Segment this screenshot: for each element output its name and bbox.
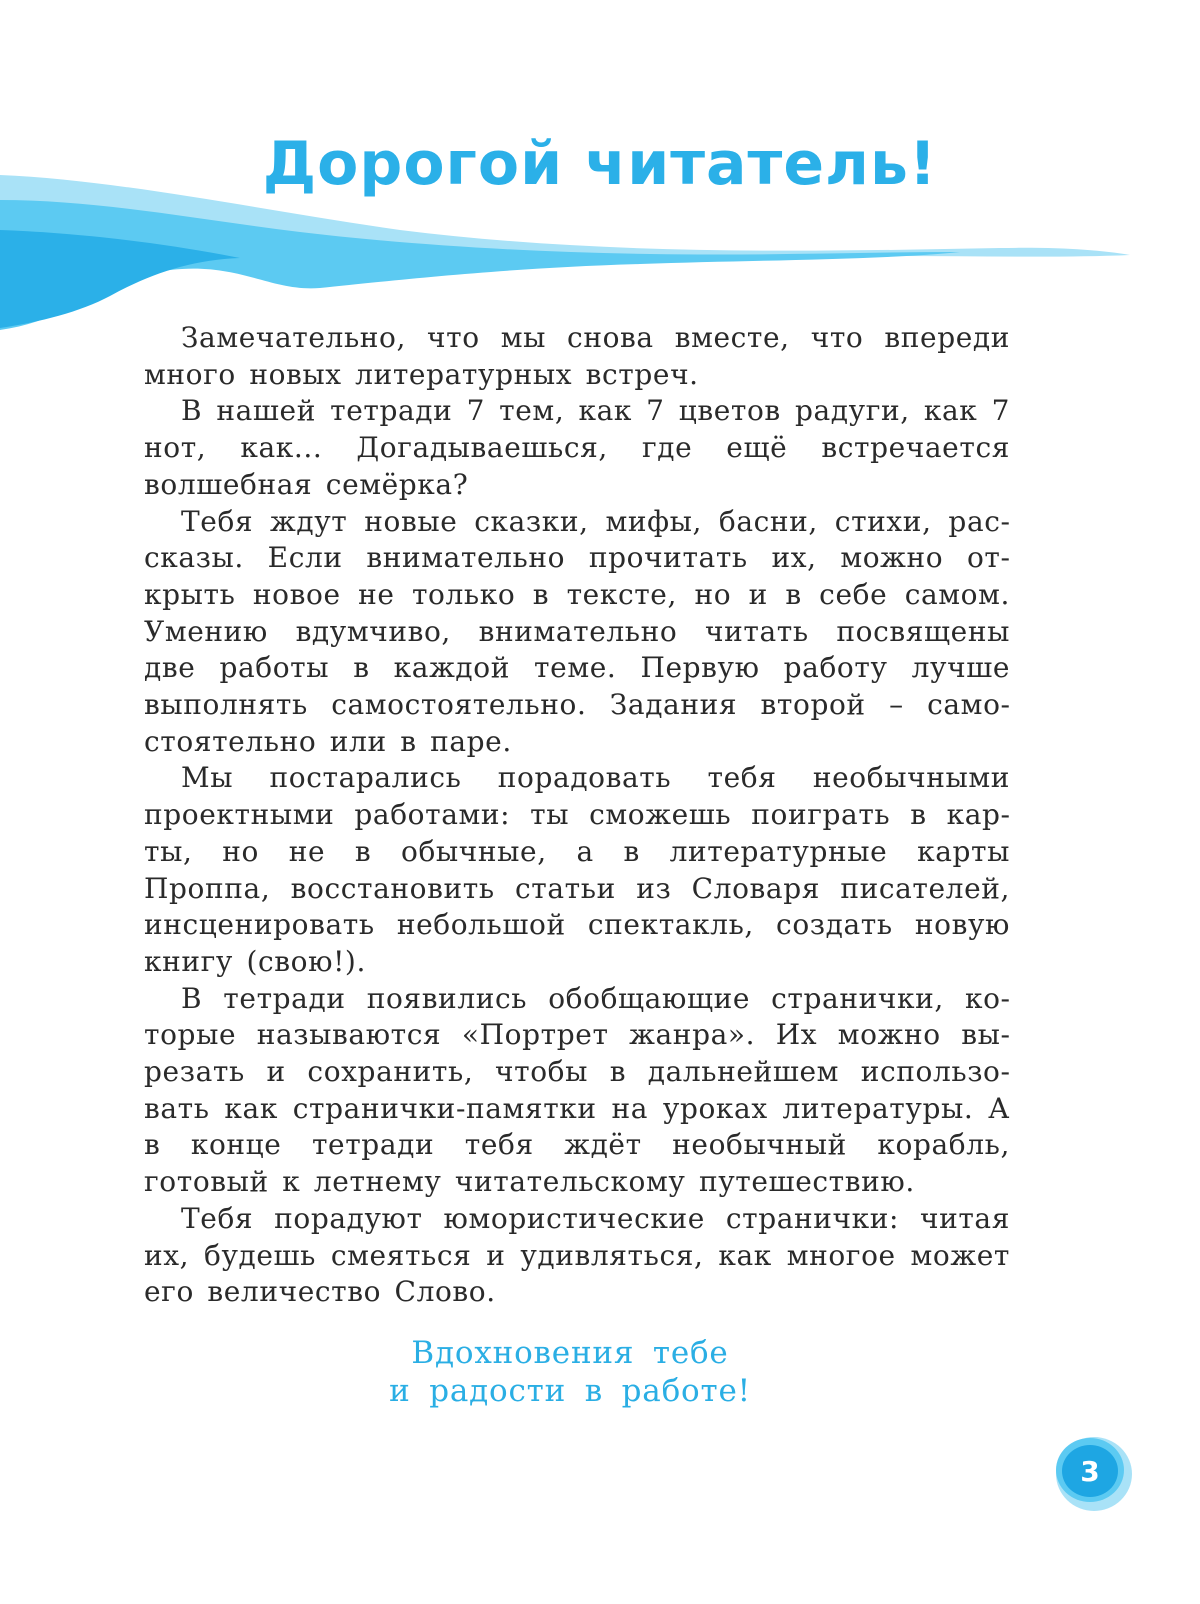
closing-wish [0, 1334, 1140, 1410]
page-title: Дорогой читатель! [262, 129, 938, 199]
page-number: 3 [1080, 1455, 1100, 1488]
paragraph: В нашей тетради 7 тем, как 7 цветов радуги, как 7 нот, как... Догадываешься, где ещё встречается волшебная семёрка? [144, 394, 1010, 501]
paragraph: Тебя ждут новые сказки, мифы, басни, стихи, рассказы. Если внимательно прочитать их, можно открыть новое не только в тексте, но и в себе самом. Умению вдумчиво, внимательно читать посвящены две работы в каждой теме. Первую работу лучше выполнять самостоятельно. Задания второй – самостоятельно или в паре. [144, 504, 1010, 758]
closing-line: и радости в работе! [389, 1373, 751, 1409]
paragraph: Мы постарались порадовать тебя необычными проектными работами: ты сможешь поиграть в карты, но не в обычные, а в литературные карты Проппа, восстановить статьи из Словаря писателей, инсценировать небольшой спектакль, создать новую книгу (свою!). [144, 761, 1010, 978]
paragraph: В тетради появились обобщающие странички, которые называются «Портрет жанра». Их можно вырезать и сохранить, чтобы в дальнейшем использовать как странички-памятки на уроках литературы. А в конце тетради тебя ждёт необычный корабль, готовый к летнему читательскому путешествию. [144, 981, 1010, 1199]
body-text [144, 320, 1010, 1311]
paragraph: Замечательно, что мы снова вместе, что впереди много новых литературных встреч. [144, 321, 1010, 391]
closing-line: Вдохновения тебе [411, 1335, 729, 1371]
paragraph: Тебя порадуют юмористические странички: читая их, будешь смеяться и удивляться, как многое может его величество Слово. [144, 1201, 1010, 1309]
